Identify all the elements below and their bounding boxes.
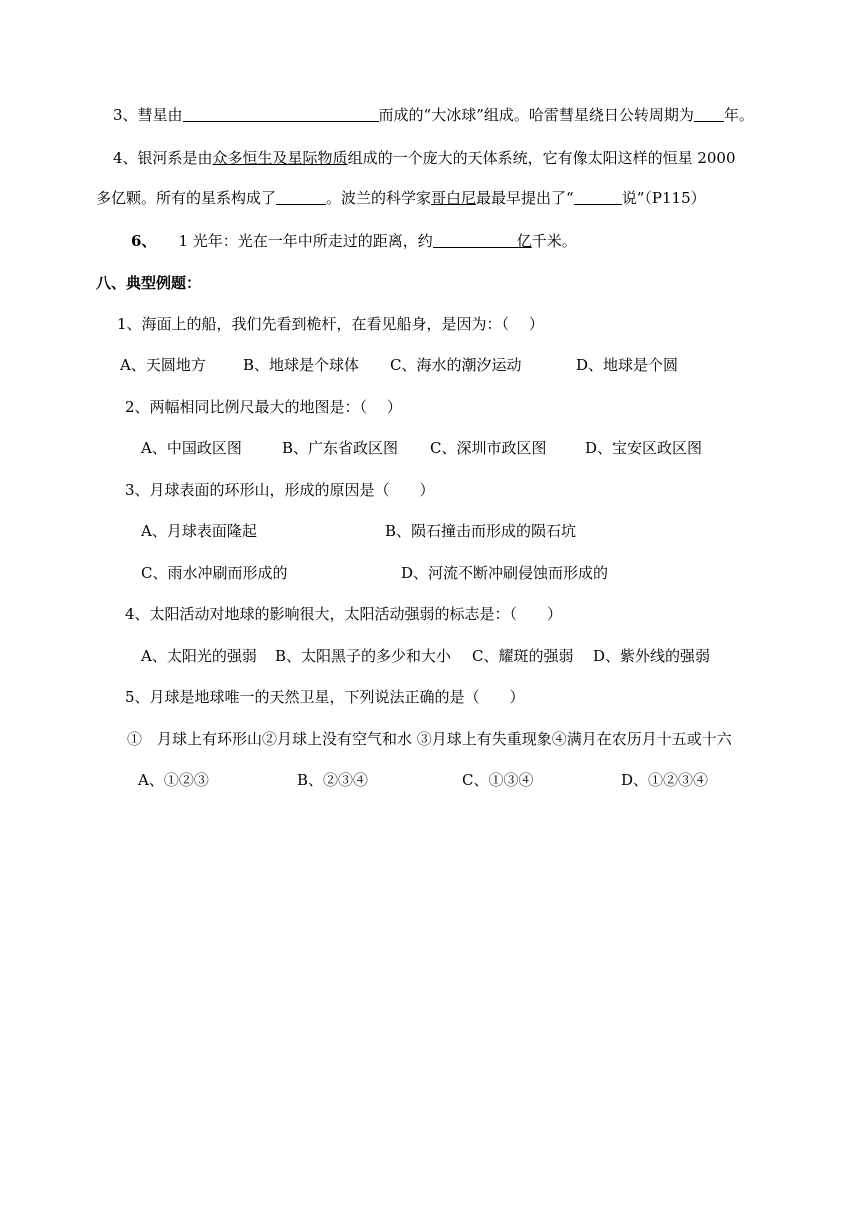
fill-q4-blank-2 xyxy=(574,188,622,205)
question-2-stem: 2、两幅相同比例尺最大的地图是：（ ） xyxy=(125,398,402,416)
fill-q4-line1-before: 4、银河系是由 xyxy=(113,149,213,167)
fill-q6 xyxy=(131,230,577,252)
fill-q4-line2-c: 最最早提出了“ xyxy=(476,189,574,207)
question-3-option-b: B、陨石撞击而形成的陨石坑 xyxy=(385,522,577,540)
fill-q3 xyxy=(113,104,754,126)
fill-q6-underlined: 亿 xyxy=(516,232,532,250)
fill-q4-line2 xyxy=(96,187,706,209)
question-2-option-a: A、中国政区图 xyxy=(141,439,242,457)
fill-q4-scientist: 哥白尼 xyxy=(431,189,477,207)
question-4-stem: 4、太阳活动对地球的影响很大，太阳活动强弱的标志是：（ ） xyxy=(125,605,563,623)
question-2-option-b: B、广东省政区图 xyxy=(282,439,399,457)
question-1-option-d: D、地球是个圆 xyxy=(576,356,679,374)
question-3-option-c: C、雨水冲刷而形成的 xyxy=(141,564,288,582)
question-3-stem: 3、月球表面的环形山，形成的原因是（ ） xyxy=(125,481,435,499)
question-5-option-d: D、①②③④ xyxy=(621,771,709,789)
fill-q4-line2-d: 说”（P115） xyxy=(621,189,706,207)
question-2-option-d: D、宝安区政区图 xyxy=(585,439,703,457)
section-heading: 八、典型例题： xyxy=(96,274,202,292)
question-3-option-d: D、河流不断冲刷侵蚀而形成的 xyxy=(401,564,609,582)
fill-q4-line1-after: 组成的一个庞大的天体系统，它有像太阳这样的恒星 2000 xyxy=(347,149,736,167)
question-1-option-a: A、天圆地方 xyxy=(120,356,206,374)
question-4-option-d: D、紫外线的强弱 xyxy=(593,647,711,665)
question-5-stem: 5、月球是地球唯一的天然卫星，下列说法正确的是（ ） xyxy=(125,688,525,706)
fill-q6-number: 6、 xyxy=(131,232,157,250)
question-3-option-a: A、月球表面隆起 xyxy=(141,522,257,540)
question-5-option-b: B、②③④ xyxy=(297,771,369,789)
question-5-statement: ① 月球上有环形山②月球上没有空气和水 ③月球上有失重现象④满月在农历月十五或十六 xyxy=(127,730,732,748)
question-4-option-b: B、太阳黑子的多少和大小 xyxy=(275,647,452,665)
fill-q3-blank-1 xyxy=(183,105,379,122)
question-2-option-c: C、深圳市政区图 xyxy=(430,439,547,457)
fill-q3-before: 3、彗星由 xyxy=(113,106,183,124)
question-1-stem: 1、海面上的船，我们先看到桅杆，在看见船身，是因为：（ ） xyxy=(117,315,544,333)
fill-q3-middle: 而成的“大冰球”组成。哈雷彗星绕日公转周期为 xyxy=(378,106,694,124)
fill-q6-blank xyxy=(433,231,517,248)
question-1-option-c: C、海水的潮汐运动 xyxy=(390,356,522,374)
fill-q3-after: 年。 xyxy=(723,106,754,124)
fill-q4-line1 xyxy=(113,147,736,169)
question-1-option-b: B、地球是个球体 xyxy=(243,356,360,374)
question-4-option-c: C、耀斑的强弱 xyxy=(472,647,574,665)
fill-q4-line1-underlined: 众多恒生及星际物质 xyxy=(212,149,348,167)
fill-q4-blank-1 xyxy=(276,188,326,205)
question-4-option-a: A、太阳光的强弱 xyxy=(141,647,257,665)
fill-q3-blank-2 xyxy=(694,105,724,122)
fill-q6-after: 千米。 xyxy=(531,232,577,250)
question-5-option-a: A、①②③ xyxy=(138,771,209,789)
fill-q6-text: 1 光年：光在一年中所走过的距离，约 xyxy=(178,232,433,250)
fill-q4-line2-b: 。波兰的科学家 xyxy=(326,189,432,207)
fill-q4-line2-a: 多亿颗。所有的星系构成了 xyxy=(96,189,277,207)
question-5-option-c: C、①③④ xyxy=(462,771,534,789)
